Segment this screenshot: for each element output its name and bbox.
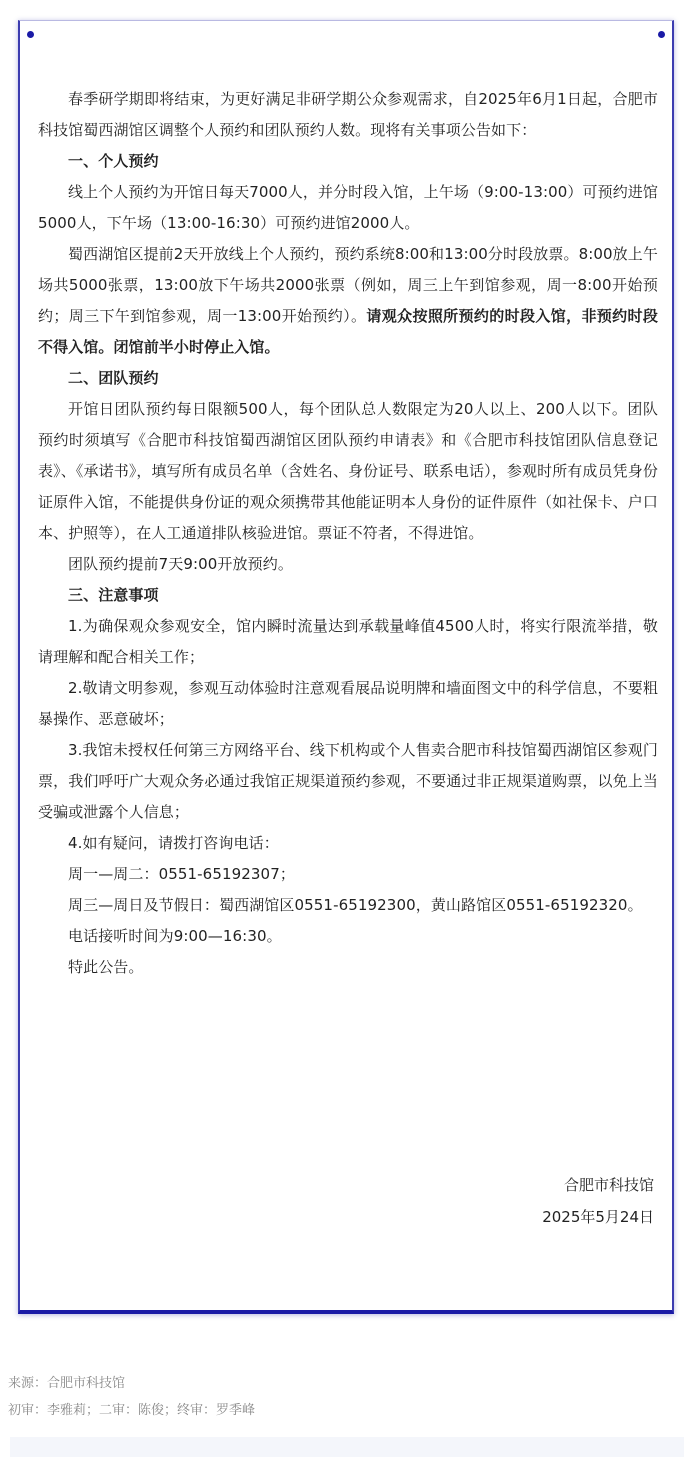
closing-line: 特此公告。 bbox=[68, 958, 144, 976]
section-heading-group: 二、团队预约 bbox=[68, 369, 159, 387]
phone-weekday-line: 周一—周二：0551-65192307； bbox=[68, 865, 295, 883]
group-release-paragraph: 团队预约提前7天9:00开放预约。 bbox=[68, 555, 293, 573]
personal-quota-paragraph: 线上个人预约为开馆日每天7000人，并分时段入馆，上午场（9:00-13:00）可预约进馆5000人，下午场（13:00-16:30）可预约进馆2000人。 bbox=[38, 183, 659, 232]
notice-body bbox=[38, 84, 658, 983]
note-item-4: 4.如有疑问，请拨打咨询电话： bbox=[68, 834, 279, 852]
decorative-dot-right bbox=[658, 31, 665, 38]
note-item-1: 1.为确保观众参观安全，馆内瞬时流量达到承载量峰值4500人时，将实行限流举措，敬请理解和配合相关工作； bbox=[38, 617, 658, 666]
notice-card bbox=[18, 20, 674, 1314]
signature-date: 2025年5月24日 bbox=[542, 1208, 654, 1226]
bottom-bar bbox=[10, 1437, 684, 1457]
note-item-2: 2.敬请文明参观，参观互动体验时注意观看展品说明牌和墙面图文中的科学信息，不要粗暴操作、恶意破坏； bbox=[38, 679, 658, 728]
phone-weekend-line: 周三—周日及节假日：蜀西湖馆区0551-65192300，黄山路馆区0551-65192320。 bbox=[68, 896, 643, 914]
decorative-dot-left bbox=[27, 31, 34, 38]
review-line: 初审：李雅莉；二审：陈俊；终审：罗季峰 bbox=[8, 1403, 256, 1418]
phone-hours-line: 电话接听时间为9:00—16:30。 bbox=[68, 927, 282, 945]
note-item-3: 3.我馆未授权任何第三方网络平台、线下机构或个人售卖合肥市科技馆蜀西湖馆区参观门票，我们呼吁广大观众务必通过我馆正规渠道预约参观，不要通过非正规渠道购票，以免上当受骗或泄露个人信息； bbox=[38, 741, 658, 821]
source-line: 来源：合肥市科技馆 bbox=[8, 1376, 126, 1391]
personal-release-paragraph bbox=[38, 239, 658, 363]
entry-rule-bold-text: 请观众按照所预约的时段入馆，非预约时段不得入馆。闭馆前半小时停止入馆。 bbox=[38, 307, 658, 356]
group-rules-paragraph: 开馆日团队预约每日限额500人，每个团队总人数限定为20人以上、200人以下。团队预约时须填写《合肥市科技馆蜀西湖馆区团队预约申请表》和《合肥市科技馆团队信息登记表》、《承诺书》，填写所有成员名单（含姓名、身份证号、联系电话），参观时所有成员凭身份证原件入馆，不能提供身份证的观众须携带其他能证明本人身份的证件原件（如社保卡、户口本、护照等），在人工通道排队核验进馆。票证不符者，不得进馆。 bbox=[38, 400, 658, 542]
signature-organization: 合肥市科技馆 bbox=[563, 1176, 654, 1194]
section-heading-personal: 一、个人预约 bbox=[68, 152, 159, 170]
release-schedule-text: 蜀西湖馆区提前2天开放线上个人预约，预约系统8:00和13:00分时段放票。8:00放上午场共5000张票，13:00放下午场共2000张票（例如，周三上午到馆参观，周一8:00开始预约；周三下午到馆参观，周一13:00开始预约）。 bbox=[38, 245, 658, 325]
section-heading-notes: 三、注意事项 bbox=[68, 586, 159, 604]
intro-paragraph: 春季研学期即将结束，为更好满足非研学期公众参观需求，自2025年6月1日起，合肥市科技馆蜀西湖馆区调整个人预约和团队预约人数。现将有关事项公告如下： bbox=[38, 90, 658, 139]
